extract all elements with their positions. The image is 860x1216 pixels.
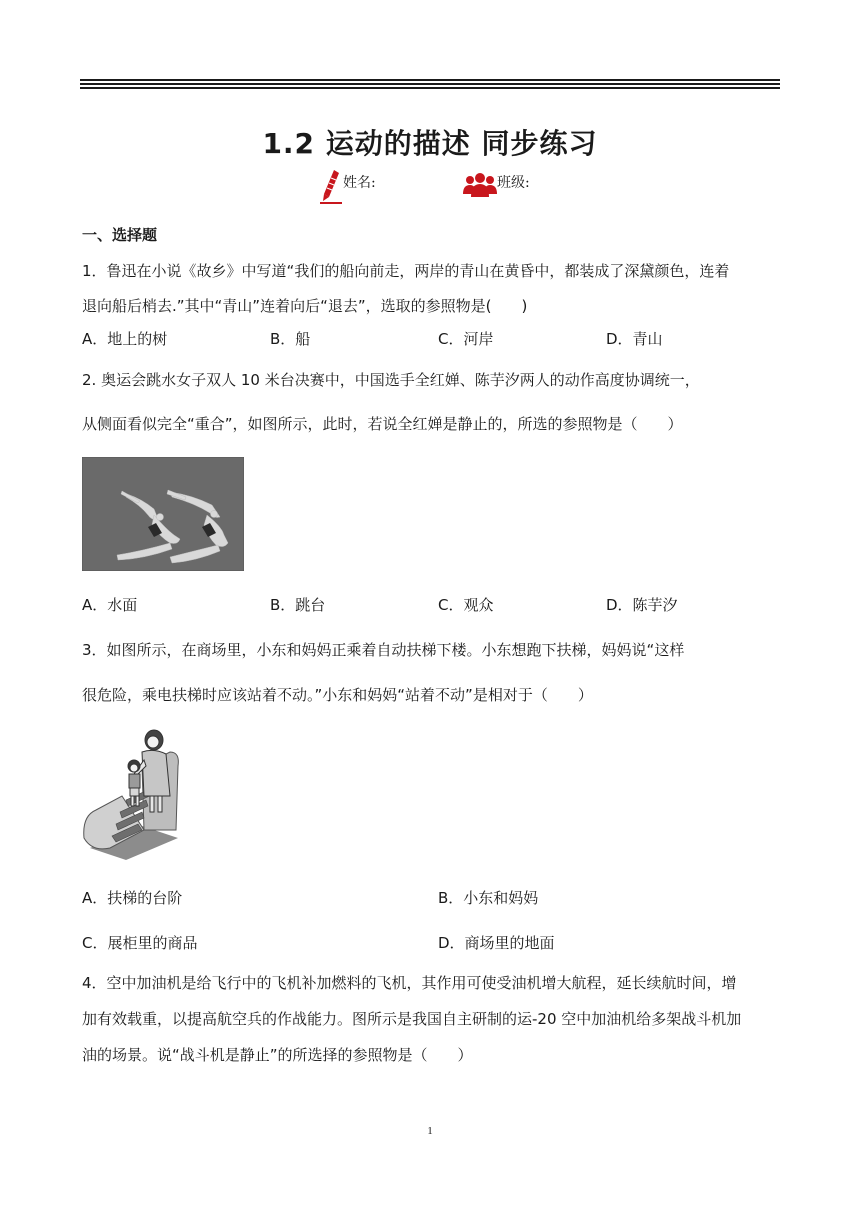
question-3-line-2: 很危险，乘电扶梯时应该站着不动。”小东和妈妈“站着不动”是相对于（ ） xyxy=(82,686,593,704)
question-1-option-a[interactable]: A．地上的树 xyxy=(82,330,168,348)
question-2-option-c[interactable]: C．观众 xyxy=(438,596,494,614)
question-3-option-a[interactable]: A．扶梯的台阶 xyxy=(82,889,183,907)
pencil-icon xyxy=(318,168,344,210)
page-title: 1.2 运动的描述 同步练习 xyxy=(262,127,598,160)
escalator-illustration xyxy=(82,726,180,860)
question-3-line-1: 3．如图所示，在商场里，小东和妈妈正乘着自动扶梯下楼。小东想跑下扶梯，妈妈说“这样 xyxy=(82,641,685,659)
question-2-line-1: 2. 奥运会跳水女子双人 10 米台决赛中，中国选手全红婵、陈芋汐两人的动作高度协调统一， xyxy=(82,371,700,389)
question-2-line-2: 从侧面看似完全“重合”，如图所示，此时，若说全红婵是静止的，所选的参照物是（ ） xyxy=(82,415,683,433)
question-2-option-d[interactable]: D．陈芋汐 xyxy=(606,596,678,614)
question-4-line-1: 4．空中加油机是给飞行中的飞机补加燃料的飞机，其作用可使受油机增大航程，延长续航时间，增 xyxy=(82,974,737,992)
header-rule-bottom xyxy=(80,87,780,89)
question-1-line-2: 退向船后梢去.”其中“青山”连着向后“退去”，选取的参照物是( ) xyxy=(82,297,528,315)
question-4-line-2: 加有效载重，以提高航空兵的作战能力。图所示是我国自主研制的运-20 空中加油机给多架战斗机加 xyxy=(82,1010,742,1028)
question-1-option-c[interactable]: C．河岸 xyxy=(438,330,494,348)
diving-photo xyxy=(82,457,244,571)
question-3-option-b[interactable]: B．小东和妈妈 xyxy=(438,889,539,907)
question-4-line-3: 油的场景。说“战斗机是静止”的所选择的参照物是（ ） xyxy=(82,1046,473,1064)
question-3-option-c[interactable]: C．展柜里的商品 xyxy=(82,934,198,952)
question-2-option-b[interactable]: B．跳台 xyxy=(270,596,326,614)
question-3-option-d[interactable]: D．商场里的地面 xyxy=(438,934,555,952)
page-number: 1 xyxy=(427,1125,433,1137)
header-rule-middle xyxy=(80,83,780,85)
class-label: 班级: xyxy=(497,175,530,191)
question-1-option-b[interactable]: B．船 xyxy=(270,330,311,348)
group-people-icon xyxy=(462,172,498,202)
section-heading: 一、选择题 xyxy=(82,226,158,244)
question-1-line-1: 1．鲁迅在小说《故乡》中写道“我们的船向前走，两岸的青山在黄昏中，都装成了深黛颜色，连着 xyxy=(82,262,730,280)
question-1-option-d[interactable]: D．青山 xyxy=(606,330,663,348)
name-label: 姓名: xyxy=(343,175,376,191)
question-2-option-a[interactable]: A．水面 xyxy=(82,596,138,614)
header-rule-top xyxy=(80,79,780,81)
